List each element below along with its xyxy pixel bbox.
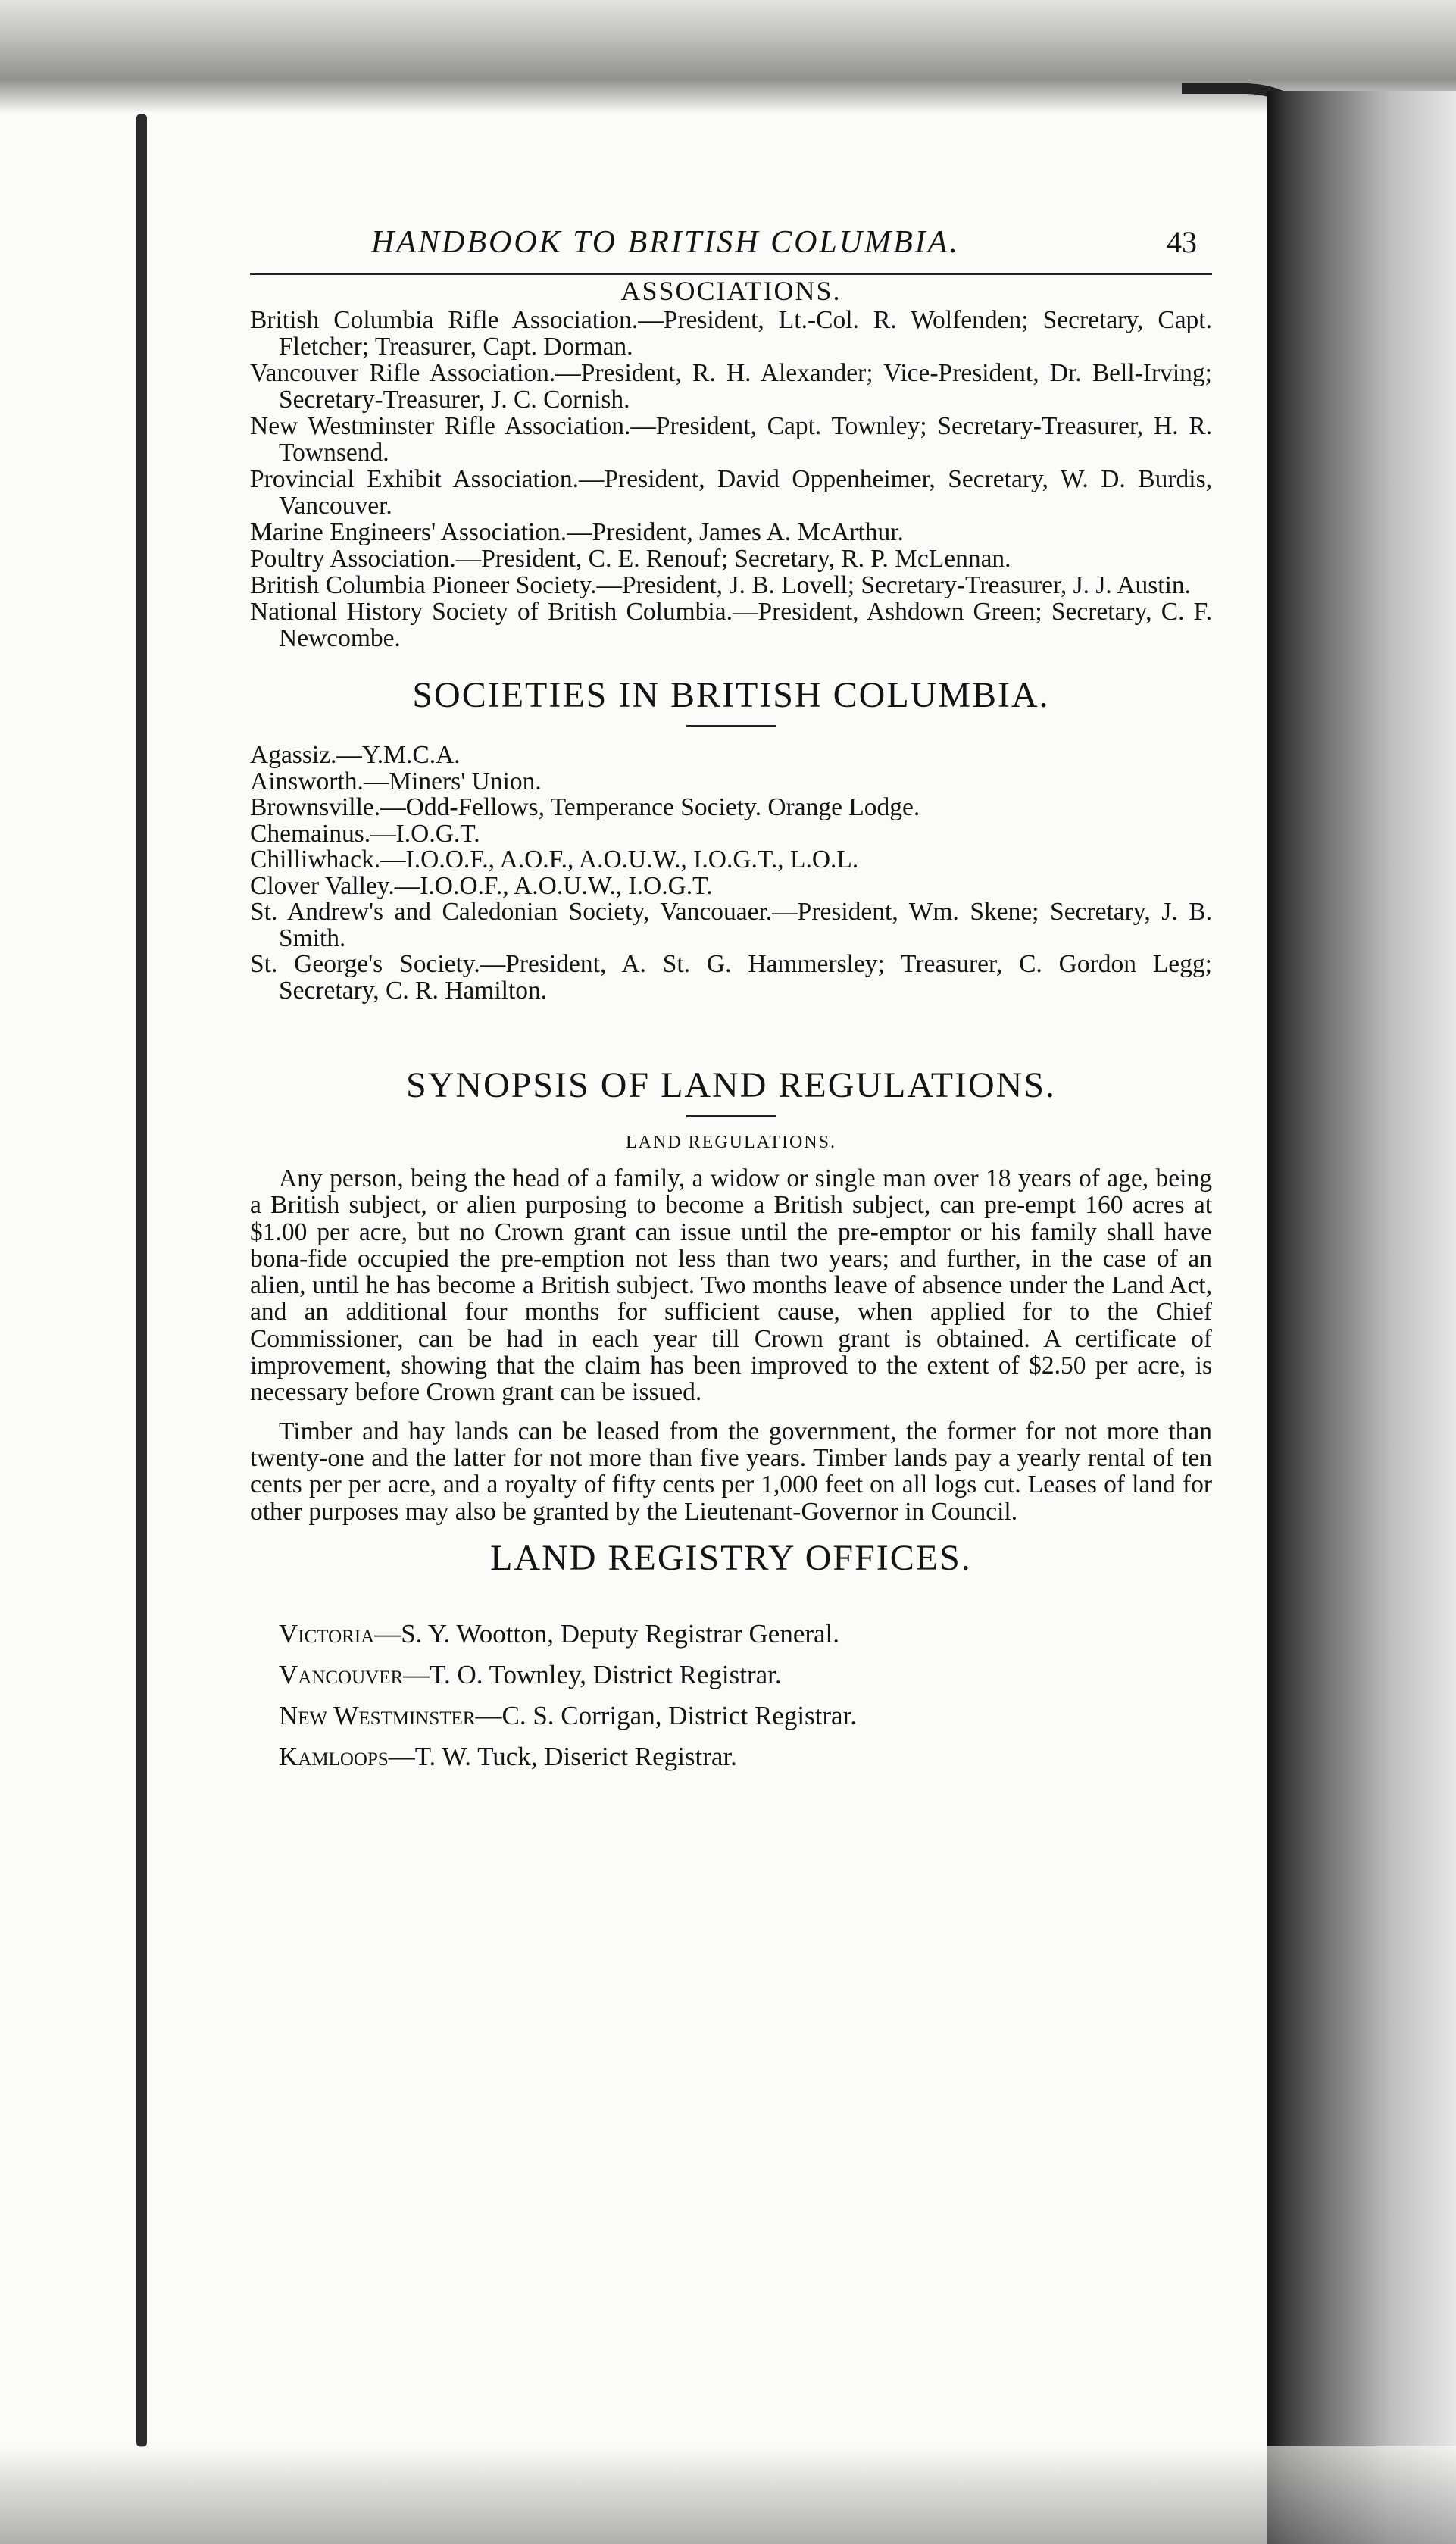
section-rule: [686, 1115, 776, 1117]
registry-officer: —T. O. Townley, District Registrar.: [403, 1659, 782, 1689]
association-entry: New Westminster Rifle Association.—President, Capt. Townley; Secretary-Treasurer, H. R. Townsend.: [250, 412, 1212, 467]
associations-list: [250, 307, 1212, 652]
registry-list: [250, 1614, 1212, 1777]
land-regulations-paragraph: Timber and hay lands can be leased from the government, the former for not more than twenty-one and the latter for not more than five years. Timber lands pay a yearly rental of ten cents per per acre, and a royalty of fifty cents per 1,000 feet on all logs cut. Leases of land for other purposes may also be granted by the Lieutenant-Governor in Council.: [250, 1417, 1212, 1526]
society-entry: Clover Valley.—I.O.O.F., A.O.U.W., I.O.G.T.: [250, 871, 713, 900]
land-regulations-heading: SYNOPSIS OF LAND REGULATIONS.: [405, 1065, 1057, 1105]
societies-list: [250, 742, 1212, 1004]
association-entry: National History Society of British Columbia.—President, Ashdown Green; Secretary, C. F. Newcombe.: [250, 598, 1212, 652]
page-edge-shadow: [1267, 91, 1456, 2544]
association-entry: British Columbia Rifle Association.—President, Lt.-Col. R. Wolfenden; Secretary, Capt. Fletcher; Treasurer, Capt. Dorman.: [250, 306, 1212, 361]
registry-place: New Westminster: [279, 1700, 476, 1730]
land-regulations-paragraph: Any person, being the head of a family, a widow or single man over 18 years of age, being a British subject, or alien purposing to become a British subject, can pre-empt 160 acres at $1.00 per acre, but no Crown grant can issue until the pre-emptor or his family shall have bona-fide occupied the pre-emption not less than two years; and further, in the case of an alien, until he has become a British subject. Two months leave of absence under the Land Act, and an additional four months for sufficient cause, when applied for to the Chief Commissioner, can be had in each year till Crown grant is obtained. A certificate of improvement, showing that the claim has been improved to the extent of $2.50 per acre, is necessary before Crown grant can be issued.: [250, 1164, 1212, 1407]
society-entry: Brownsville.—Odd-Fellows, Temperance Society. Orange Lodge.: [250, 793, 920, 821]
registry-officer: —T. W. Tuck, Diserict Registrar.: [388, 1741, 737, 1771]
page-content: [250, 220, 1212, 1777]
associations-heading: ASSOCIATIONS.: [620, 276, 842, 306]
page-number: 43: [1167, 225, 1197, 259]
running-head: [250, 220, 1212, 275]
registry-office: [250, 1614, 1212, 1655]
society-entry: Ainsworth.—Miners' Union.: [250, 767, 542, 795]
registry-officer: —S. Y. Wootton, Deputy Registrar General.: [374, 1618, 840, 1649]
registry-place: Vancouver: [279, 1659, 404, 1689]
registry-office: [250, 1736, 1212, 1777]
registry-office: [250, 1695, 1212, 1736]
registry-office: [250, 1655, 1212, 1695]
society-entry: Chilliwhack.—I.O.O.F., A.O.F., A.O.U.W., I.O.G.T., L.O.L.: [250, 845, 859, 874]
registry-place: Victoria: [279, 1618, 375, 1649]
binding-spine: [136, 114, 147, 2447]
association-entry: Poultry Association.—President, C. E. Renouf; Secretary, R. P. McLennan.: [250, 545, 1011, 573]
registry-officer: —C. S. Corrigan, District Registrar.: [475, 1700, 858, 1730]
association-entry: Marine Engineers' Association.—President, James A. McArthur.: [250, 518, 904, 546]
association-entry: British Columbia Pioneer Society.—President, J. B. Lovell; Secretary-Treasurer, J. J. Austin.: [250, 571, 1192, 599]
societies-heading: SOCIETIES IN BRITISH COLUMBIA.: [412, 675, 1050, 715]
scan-bottom-margin: [0, 2446, 1456, 2544]
running-title: HANDBOOK TO BRITISH COLUMBIA.: [371, 225, 960, 260]
society-entry: Agassiz.—Y.M.C.A.: [250, 741, 461, 769]
land-regulations-subheading: LAND REGULATIONS.: [626, 1133, 836, 1152]
society-entry: St. Andrew's and Caledonian Society, Vancouaer.—President, Wm. Skene; Secretary, J. B. Smith.: [250, 898, 1212, 952]
society-entry: St. George's Society.—President, A. St. G. Hammersley; Treasurer, C. Gordon Legg; Secretary, C. R. Hamilton.: [250, 950, 1212, 1005]
association-entry: Provincial Exhibit Association.—President, David Oppenheimer, Secretary, W. D. Burdis, Vancouver.: [250, 465, 1212, 520]
registry-place: Kamloops: [279, 1741, 389, 1771]
registry-heading: LAND REGISTRY OFFICES.: [490, 1537, 972, 1578]
association-entry: Vancouver Rifle Association.—President, R. H. Alexander; Vice-President, Dr. Bell-Irving; Secretary-Treasurer, J. C. Cornish.: [250, 359, 1212, 414]
section-rule: [686, 725, 776, 727]
society-entry: Chemainus.—I.O.G.T.: [250, 819, 480, 848]
